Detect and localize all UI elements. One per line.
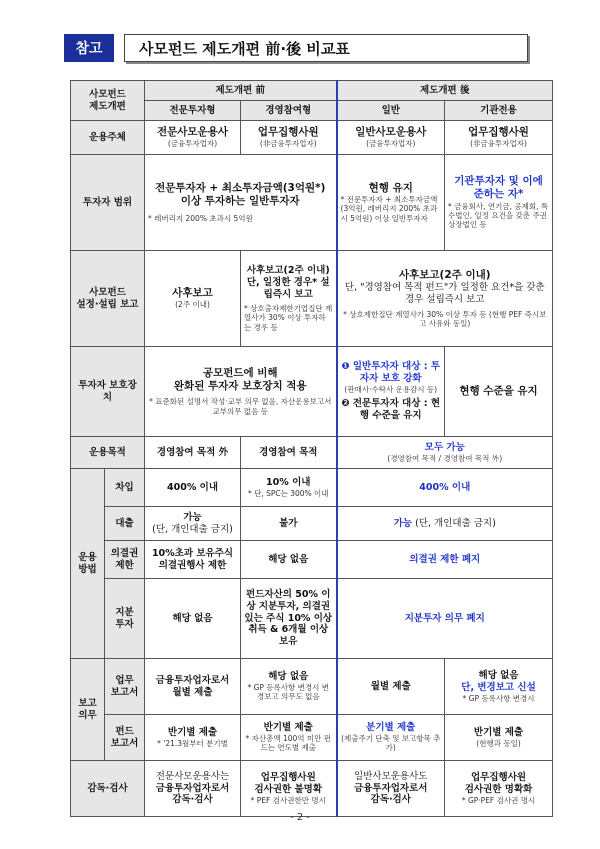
vote-c1-line1: 10%초과 보유주식 xyxy=(151,547,234,559)
protect-c3 xyxy=(337,347,445,437)
biz-c1-line1: 금융투자업자로서 xyxy=(155,674,230,686)
supervise-c3 xyxy=(337,761,445,817)
before-header: 제도개편 前 xyxy=(145,81,337,101)
loan-c1 xyxy=(145,507,241,541)
purpose-c2: 경영참여 목적 xyxy=(241,437,337,469)
biz-label-line2: 보고서 xyxy=(110,686,139,698)
report-after-detail: 단, "경영참여 목적 펀드"가 일정한 요건*을 갖춘 경우 설립즉시 보고 xyxy=(344,281,545,305)
col-professional: 전문투자형 xyxy=(145,101,241,121)
protect-c4: 현행 수준을 유지 xyxy=(445,347,553,437)
investor-c4-main: 기관투자자 및 이에 준하는 자* xyxy=(454,175,543,201)
fund-c3-main: 분기별 제출 xyxy=(366,722,416,734)
vote-after: 의결권 제한 폐지 xyxy=(337,541,553,579)
fund-c1 xyxy=(145,715,241,761)
purpose-after-main: 모두 가능 xyxy=(424,441,465,453)
supervise-c1 xyxy=(145,761,241,817)
protect-c3-professional: ❷ 전문투자자 대상 : 현행 수준을 유지 xyxy=(341,398,441,422)
protect-before-line1: 공모펀드에 비해 xyxy=(202,367,278,379)
operator-c4 xyxy=(445,121,553,155)
fund-c1-note: * '21.3월부터 분기별 xyxy=(157,738,228,748)
supervise-c4-line1: 업무집행사원 xyxy=(470,771,527,783)
protect-before-line2: 완화된 투자자 보호장치 적용 xyxy=(173,380,307,393)
loan-after-sub: (단, 개인대출 금지) xyxy=(415,517,496,529)
fund-c3-note: (제출주기 단축 및 보고항목 추가) xyxy=(341,734,441,753)
purpose-after xyxy=(337,437,553,469)
operator-c2-main: 업무집행사원 xyxy=(257,126,319,139)
biz-c4-new: 단, 변경보고 신설 xyxy=(461,681,536,693)
row-label-supervise: 감독·검사 xyxy=(71,761,145,817)
supervise-c1-line1: 전문사모운용사는 xyxy=(155,770,230,782)
biz-c2-note: * GP 등록사항 변경시 변경보고 의무도 없음 xyxy=(247,683,330,702)
vote-label-line2: 제한 xyxy=(115,559,134,571)
operator-c2 xyxy=(241,121,337,155)
fund-label-line2: 보고서 xyxy=(110,737,139,749)
sub-label-borrow: 차입 xyxy=(105,469,145,507)
biz-c1 xyxy=(145,659,241,715)
purpose-c1: 경영참여 목적 外 xyxy=(145,437,241,469)
vote-c1 xyxy=(145,541,241,579)
equity-c2: 펀드자산의 50% 이상 지분투자, 의결권 있는 주식 10% 이상 취득 & 6개월 이상 보유 xyxy=(241,579,337,659)
corner-line2: 제도개편 xyxy=(89,100,126,112)
vote-c1-line2: 의결권행사 제한 xyxy=(158,559,227,571)
fund-c4 xyxy=(445,715,553,761)
row-label-method xyxy=(71,469,105,659)
report-c2 xyxy=(241,251,337,347)
report-after xyxy=(337,251,553,347)
report-c1-main: 사후보고 xyxy=(172,287,213,300)
protect-before-note: * 표준화된 설명서 작성·교부 의무 없음, 자산운용보고서 교부의무 없음 등 xyxy=(149,397,332,416)
page-header xyxy=(64,34,528,62)
after-header: 제도개편 後 xyxy=(337,81,553,101)
report-c2-note: * 상호출자제한기업집단 계열사가 30% 이상 투자하는 경우 등 xyxy=(244,303,333,332)
borrow-c2-note: * 단, SPC는 300% 이내 xyxy=(247,488,329,498)
investor-before-line1: 전문투자자 + 최소투자금액(3억원*) xyxy=(155,181,326,194)
investor-c4 xyxy=(445,155,553,251)
col-general: 일반 xyxy=(337,101,445,121)
corner-line1: 사모펀드 xyxy=(89,88,126,100)
supervise-c2-line2: 검사권한 불명확 xyxy=(254,783,323,795)
protect-c3-general-sub: (판매사·수탁사 운용감시 등) xyxy=(344,384,438,394)
investor-before xyxy=(145,155,337,251)
investor-c4-note: * 금융회사, 연기금, 공제회, 특수법인, 일정 요건을 갖춘 주권상장법인 등 xyxy=(448,201,549,230)
loan-after xyxy=(337,507,553,541)
fund-label-line1: 펀드 xyxy=(115,725,134,737)
biz-c1-line2: 월별 제출 xyxy=(172,686,213,698)
biz-c4 xyxy=(445,659,553,715)
supervise-c4 xyxy=(445,761,553,817)
sub-label-vote xyxy=(105,541,145,579)
fund-c3 xyxy=(337,715,445,761)
loan-c1-main: 가능 xyxy=(183,511,202,523)
comparison-table xyxy=(70,80,553,817)
report-after-note: * 상호제한집단 계열사가 30% 이상 투자 등 (현행 PEF 즉시보고 사유와 동일) xyxy=(343,309,547,328)
report-label-line1: 사모펀드 xyxy=(89,286,126,298)
fund-c4-main: 반기별 제출 xyxy=(473,726,524,738)
supervise-c1-line3: 감독·검사 xyxy=(172,794,213,806)
vote-c2: 해당 없음 xyxy=(241,541,337,579)
loan-c1-sub: (단, 개인대출 금지) xyxy=(152,523,233,535)
equity-label-line2: 투자 xyxy=(115,618,134,630)
duty-label-line2: 의무 xyxy=(78,709,97,721)
investor-c3 xyxy=(337,155,445,251)
row-label-investor: 투자자 범위 xyxy=(71,155,145,251)
supervise-c2 xyxy=(241,761,337,817)
report-c1 xyxy=(145,251,241,347)
fund-c2 xyxy=(241,715,337,761)
investor-c3-note: * 전문투자자 + 최소투자금액(3억원, 레버리지 200% 초과시 5억원) 이상 일반투자자 xyxy=(340,195,438,223)
equity-c1: 해당 없음 xyxy=(145,579,241,659)
investor-c3-main: 현행 유지 xyxy=(368,181,413,194)
supervise-c2-line1: 업무집행사원 xyxy=(260,771,316,783)
investor-before-note: * 레버리지 200% 초과시 5억원 xyxy=(148,213,253,223)
operator-c1 xyxy=(145,121,241,155)
fund-c2-note: * 자산총액 100억 미만 펀드는 연도별 제출 xyxy=(245,734,332,753)
supervise-c2-note: * PEF 검사권한만 명시 xyxy=(250,795,326,805)
fund-c2-main: 반기별 제출 xyxy=(263,722,313,734)
supervise-c3-line3: 감독·검사 xyxy=(370,794,411,806)
operator-c1-sub: (금융투자업자) xyxy=(167,139,218,149)
operator-c1-main: 전문사모운용사 xyxy=(156,126,228,139)
report-c1-sub: (2주 이내) xyxy=(175,300,210,310)
report-c2-main: 사후보고(2주 이내) 단, 일정한 경우* 설립즉시 보고 xyxy=(246,265,330,300)
vote-label-line1: 의결권 xyxy=(110,547,139,559)
supervise-c3-line2: 금융투자업자로서 xyxy=(354,782,428,794)
biz-label-line1: 업무 xyxy=(115,674,134,686)
sub-label-biz-report xyxy=(105,659,145,715)
biz-c2-main: 해당 없음 xyxy=(268,671,309,683)
equity-after: 지분투자 의무 폐지 xyxy=(337,579,553,659)
row-label-protect: 투자자 보호장치 xyxy=(71,347,145,437)
row-label-report xyxy=(71,251,145,347)
sub-label-fund-report xyxy=(105,715,145,761)
protect-c3-general: ❶ 일반투자자 대상 : 투자자 보호 강화 xyxy=(341,361,441,384)
row-label-operator: 운용주체 xyxy=(71,121,145,155)
supervise-c4-note: * GP·PEF 검사권 명시 xyxy=(461,795,536,805)
report-after-main: 사후보고(2주 이내) xyxy=(398,268,491,281)
investor-before-line2: 이상 투자하는 일반투자자 xyxy=(180,194,300,207)
row-label-purpose: 운용목적 xyxy=(71,437,145,469)
supervise-c1-line2: 금융투자업자로서 xyxy=(155,782,230,794)
page-title: 사모펀드 제도개편 前·後 비교표 xyxy=(124,34,528,62)
page-number: - 2 - xyxy=(290,812,310,823)
biz-c4-note: * GP 등록사항 변경시 xyxy=(462,693,535,703)
fund-c4-note: (현행과 동일) xyxy=(476,738,521,748)
sub-label-equity xyxy=(105,579,145,659)
borrow-c2-main: 10% 이내 xyxy=(266,476,311,488)
supervise-c4-line2: 검사권한 명확화 xyxy=(464,783,533,795)
loan-c2: 불가 xyxy=(241,507,337,541)
operator-c4-sub: (非금융투자업자) xyxy=(470,139,527,149)
protect-before xyxy=(145,347,337,437)
method-label-line1: 운용 xyxy=(78,551,97,563)
operator-c3-main: 일반사모운용사 xyxy=(355,126,427,139)
corner-cell xyxy=(71,81,145,121)
borrow-c1: 400% 이내 xyxy=(145,469,241,507)
borrow-c2 xyxy=(241,469,337,507)
borrow-after: 400% 이내 xyxy=(337,469,553,507)
operator-c2-sub: (非금융투자업자) xyxy=(259,139,317,149)
operator-c3 xyxy=(337,121,445,155)
sub-label-loan: 대출 xyxy=(105,507,145,541)
equity-label-line1: 지분 xyxy=(115,606,134,618)
operator-c4-main: 업무집행사원 xyxy=(468,126,529,139)
purpose-after-sub: (경영참여 목적 / 경영참여 목적 外) xyxy=(387,453,503,463)
biz-c3: 월별 제출 xyxy=(337,659,445,715)
loan-after-main: 가능 xyxy=(393,517,413,529)
col-management: 경영참여형 xyxy=(241,101,337,121)
fund-c1-main: 반기별 제출 xyxy=(167,726,218,738)
col-institutional: 기관전용 xyxy=(445,101,553,121)
reference-badge: 참고 xyxy=(64,34,114,62)
operator-c3-sub: (금융투자업자) xyxy=(366,139,416,149)
biz-c4-main: 해당 없음 xyxy=(478,669,519,681)
report-label-line2: 설정·설립 보고 xyxy=(76,298,139,310)
supervise-c3-line1: 일반사모운용사도 xyxy=(354,770,428,782)
row-label-duty xyxy=(71,659,105,761)
biz-c2 xyxy=(241,659,337,715)
method-label-line2: 방법 xyxy=(78,563,97,575)
duty-label-line1: 보고 xyxy=(78,697,97,709)
